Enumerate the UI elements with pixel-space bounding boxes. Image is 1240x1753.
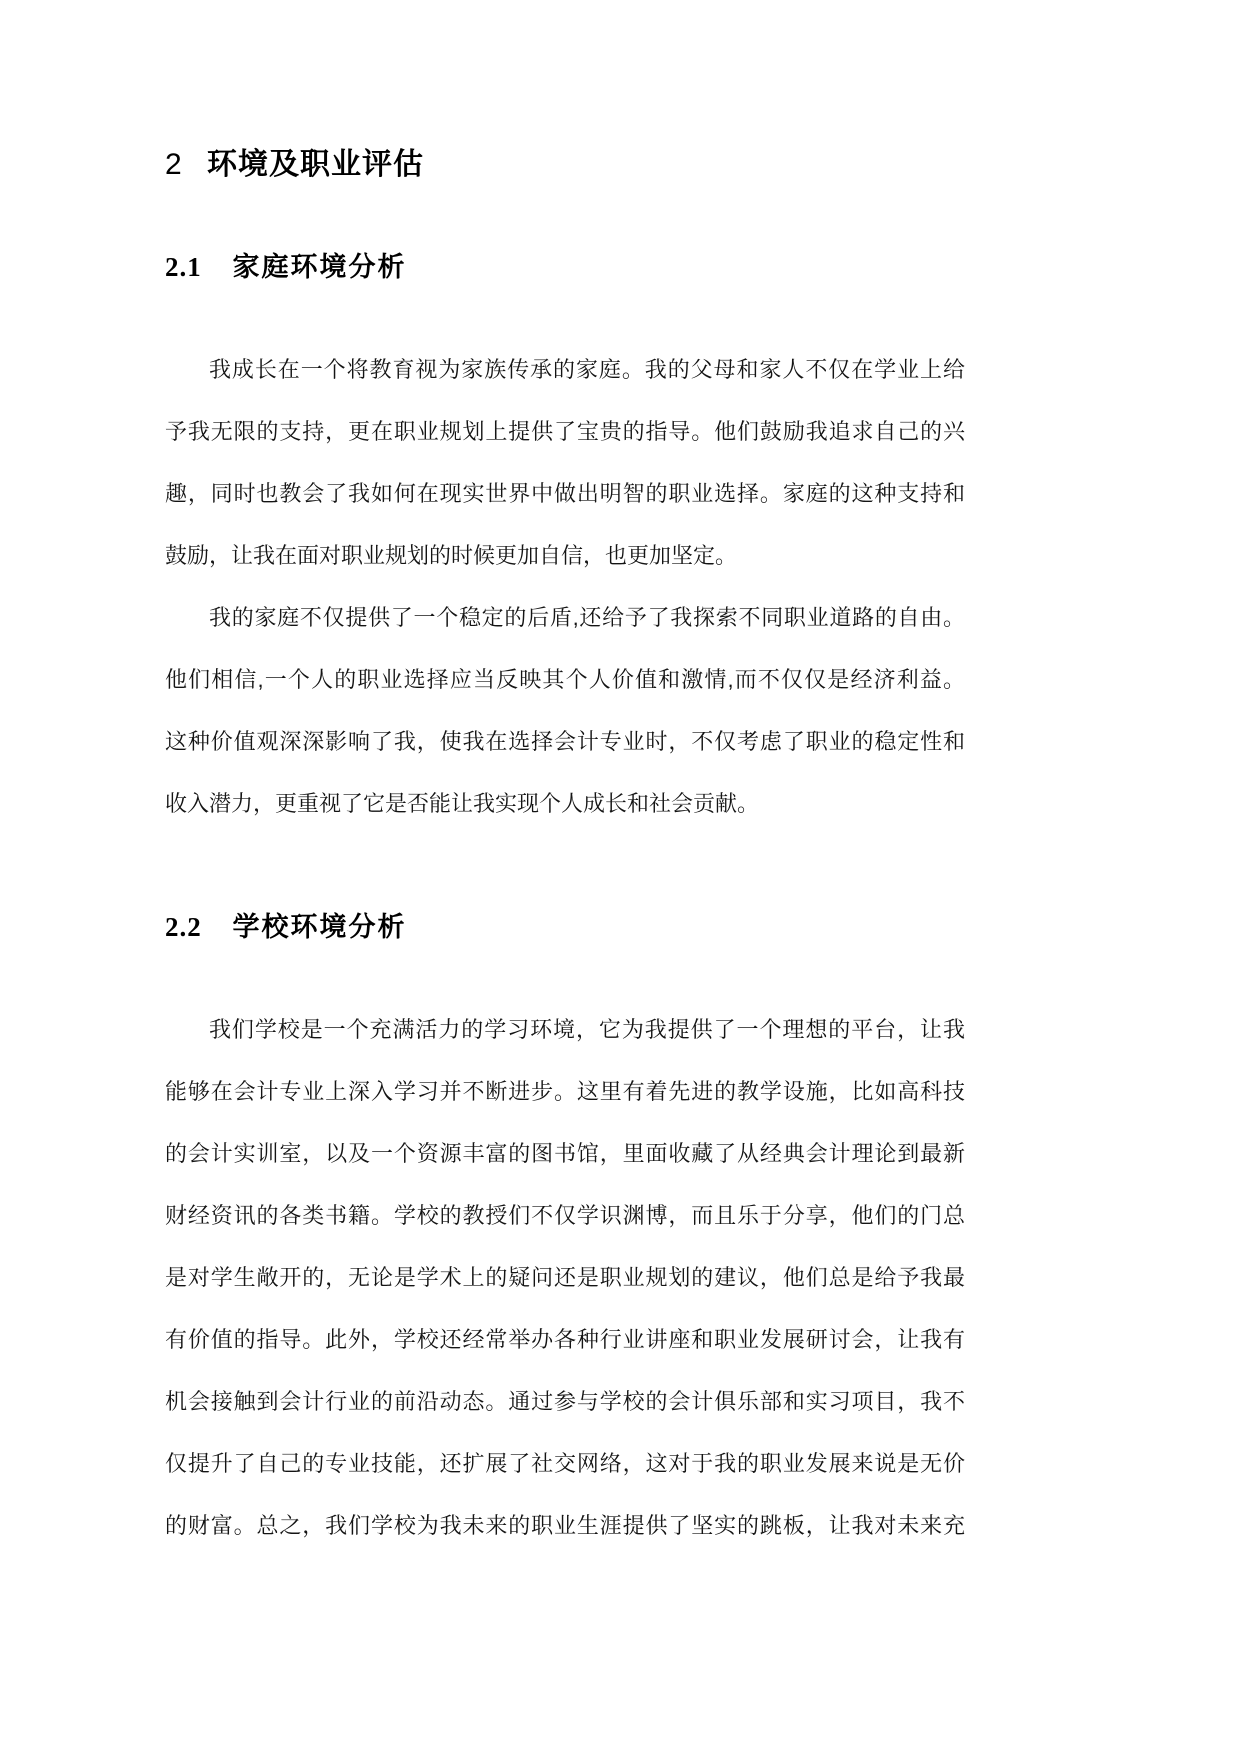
text-line: 机会接触到会计行业的前沿动态。通过参与学校的会计俱乐部和实习项目，我不 xyxy=(165,1389,965,1414)
section-title: 家庭环境分析 xyxy=(232,252,407,282)
section-number: 2.1 xyxy=(165,252,202,282)
text-line: 是对学生敞开的，无论是学术上的疑问还是职业规划的建议，他们总是给予我最 xyxy=(165,1265,965,1290)
text-line: 有价值的指导。此外，学校还经常举办各种行业讲座和职业发展研讨会，让我有 xyxy=(165,1327,965,1352)
text-line: 我们学校是一个充满活力的学习环境，它为我提供了一个理想的平台，让我 xyxy=(209,1017,965,1042)
section-heading-2-1 xyxy=(165,249,965,285)
section-title: 学校环境分析 xyxy=(232,912,407,942)
section-2-1-body xyxy=(165,339,965,835)
text-line: 这种价值观深深影响了我，使我在选择会计专业时，不仅考虑了职业的稳定性和 xyxy=(165,729,965,754)
text-line: 能够在会计专业上深入学习并不断进步。这里有着先进的教学设施，比如高科技 xyxy=(165,1079,965,1104)
paragraph xyxy=(165,999,965,1557)
paragraph xyxy=(165,339,965,587)
text-line: 他们相信,一个人的职业选择应当反映其个人价值和激情,而不仅仅是经济利益。 xyxy=(165,667,965,692)
text-line: 收入潜力，更重视了它是否能让我实现个人成长和社会贡献。 xyxy=(165,791,760,816)
section-number: 2.2 xyxy=(165,912,202,942)
text-line: 财经资讯的各类书籍。学校的教授们不仅学识渊博，而且乐于分享，他们的门总 xyxy=(165,1203,965,1228)
chapter-number: 2 xyxy=(165,148,182,181)
chapter-heading xyxy=(165,145,965,185)
page-content xyxy=(0,145,965,1557)
text-line: 我的家庭不仅提供了一个稳定的后盾,还给予了我探索不同职业道路的自由。 xyxy=(209,605,965,630)
section-heading-2-2 xyxy=(165,909,965,945)
text-line: 趣，同时也教会了我如何在现实世界中做出明智的职业选择。家庭的这种支持和 xyxy=(165,481,965,506)
text-line: 仅提升了自己的专业技能，还扩展了社交网络，这对于我的职业发展来说是无价 xyxy=(165,1451,965,1476)
text-line: 予我无限的支持，更在职业规划上提供了宝贵的指导。他们鼓励我追求自己的兴 xyxy=(165,419,965,444)
text-line: 我成长在一个将教育视为家族传承的家庭。我的父母和家人不仅在学业上给 xyxy=(209,357,965,382)
text-line: 的会计实训室，以及一个资源丰富的图书馆，里面收藏了从经典会计理论到最新 xyxy=(165,1141,965,1166)
section-2-2-body xyxy=(165,999,965,1557)
chapter-title: 环境及职业评估 xyxy=(207,148,425,181)
text-line: 的财富。总之，我们学校为我未来的职业生涯提供了坚实的跳板，让我对未来充 xyxy=(165,1513,965,1538)
text-line: 鼓励，让我在面对职业规划的时候更加自信，也更加坚定。 xyxy=(165,543,738,568)
paragraph xyxy=(165,587,965,835)
